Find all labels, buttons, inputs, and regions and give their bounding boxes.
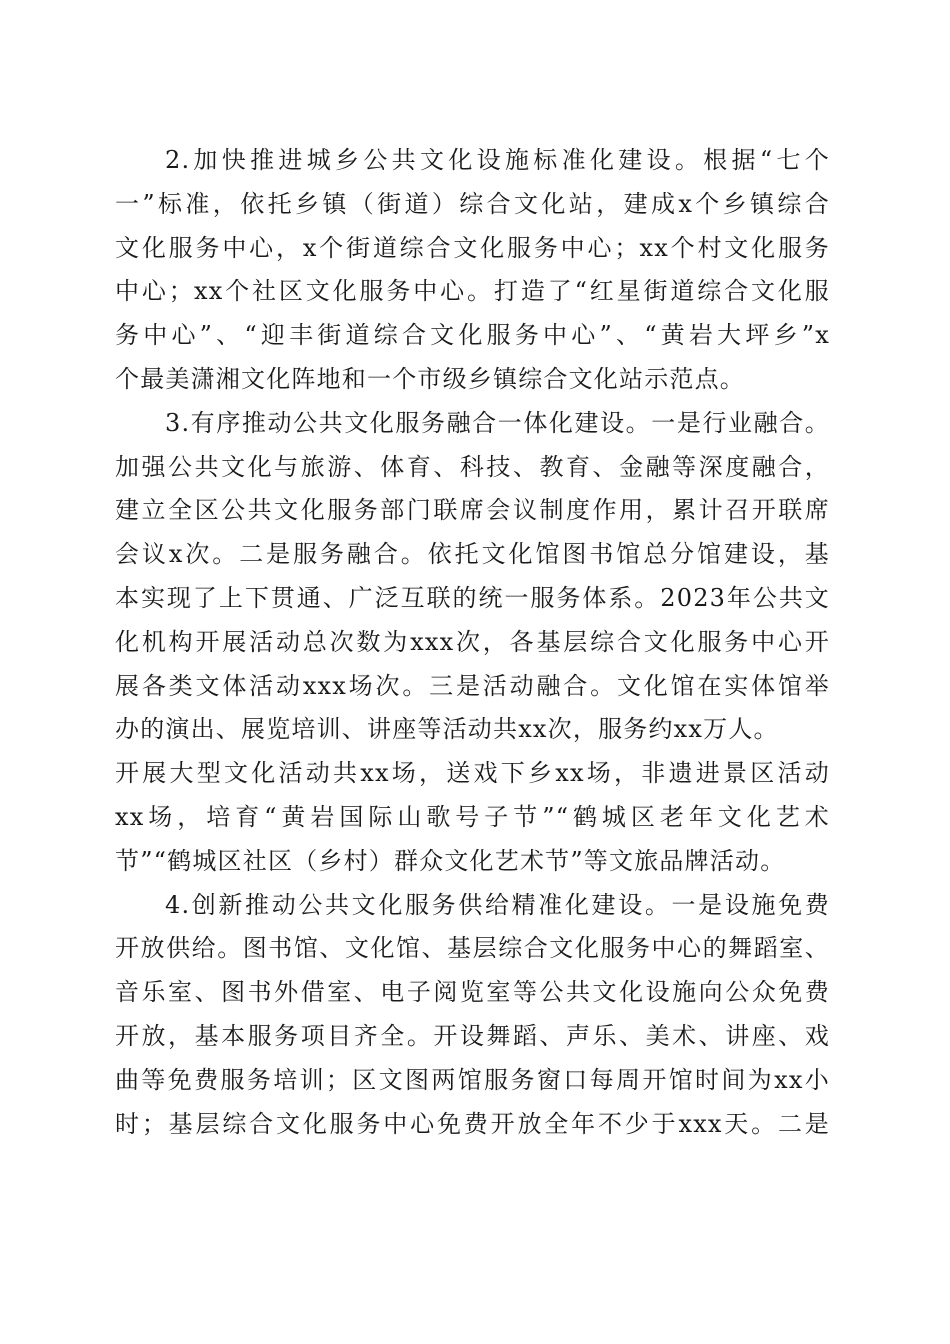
document-body [115,139,830,1146]
paragraph-line: 务中心”、“迎丰街道综合文化服务中心”、“黄岩大坪乡”x [115,321,830,350]
paragraph-line: 建立全区公共文化服务部门联席会议制度作用，累计召开联席 [115,496,830,525]
paragraph-line: 展各类文体活动xxx场次。三是活动融合。文化馆在实体馆举 [115,671,830,700]
paragraph-line: 3.有序推动公共文化服务融合一体化建设。一是行业融合。 [165,408,830,437]
paragraph-line: 音乐室、图书外借室、电子阅览室等公共文化设施向公众免费 [115,978,830,1007]
paragraph-line: 一”标准，依托乡镇（街道）综合文化站，建成x个乡镇综合 [115,189,830,218]
paragraph-line: 开放，基本服务项目齐全。开设舞蹈、声乐、美术、讲座、戏 [115,1021,830,1050]
paragraph-3 [115,402,830,884]
paragraph-line: 4.创新推动公共文化服务供给精准化建设。一是设施免费 [165,890,830,919]
paragraph-2 [115,139,830,402]
paragraph-line: 曲等免费服务培训；区文图两馆服务窗口每周开馆时间为xx小 [115,1065,830,1094]
paragraph-line: 加强公共文化与旅游、体育、科技、教育、金融等深度融合， [115,452,830,481]
paragraph-4 [115,884,830,1147]
paragraph-line: 文化服务中心，x个街道综合文化服务中心；xx个村文化服务 [115,233,830,262]
paragraph-line: 化机构开展活动总次数为xxx次，各基层综合文化服务中心开 [115,627,830,656]
paragraph-line: 本实现了上下贯通、广泛互联的统一服务体系。2023年公共文 [115,583,830,612]
paragraph-line: 2.加快推进城乡公共文化设施标准化建设。根据“七个 [165,146,830,174]
paragraph-line: 开放供给。图书馆、文化馆、基层综合文化服务中心的舞蹈室、 [115,934,830,963]
paragraph-line: 时；基层综合文化服务中心免费开放全年不少于xxx天。二是 [115,1109,830,1138]
paragraph-line: 节”“鹤城区社区（乡村）群众文化艺术节”等文旅品牌活动。 [115,846,786,875]
paragraph-line: 个最美潇湘文化阵地和一个市级乡镇综合文化站示范点。 [115,364,745,393]
paragraph-line: 会议x次。二是服务融合。依托文化馆图书馆总分馆建设，基 [115,540,830,569]
paragraph-line: 办的演出、展览培训、讲座等活动共xx次，服务约xx万人。 [115,715,779,744]
paragraph-line: 中心；xx个社区文化服务中心。打造了“红星街道综合文化服 [115,277,830,306]
paragraph-line: xx场，培育“黄岩国际山歌号子节”“鹤城区老年文化艺术 [115,802,830,831]
paragraph-line: 开展大型文化活动共xx场，送戏下乡xx场，非遗进景区活动 [115,759,830,788]
